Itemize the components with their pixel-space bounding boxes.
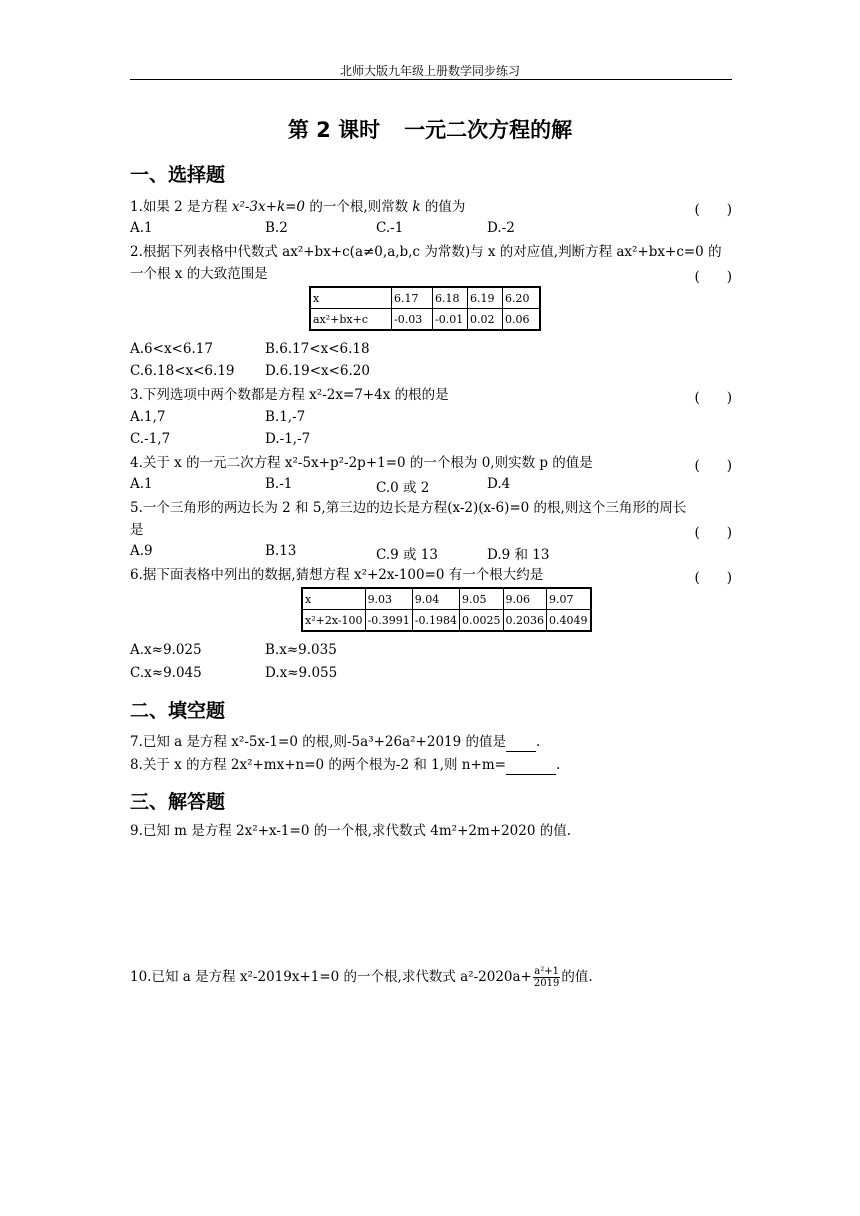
table-row: [310, 309, 540, 331]
section-multiple-choice: 一、选择题: [130, 164, 226, 186]
q3-option-a: A.1,7: [130, 409, 166, 425]
question-5-line2: 是: [130, 522, 144, 538]
q3-option-b: B.1,-7: [265, 409, 306, 425]
q2-option-c: C.6.18<x<6.19: [130, 363, 235, 379]
q4-option-a: A.1: [130, 476, 153, 492]
fraction: $\frac{\text{a²+1}}{2019}$: [533, 966, 560, 989]
table-cell: 0.2036: [503, 610, 547, 632]
table-cell: ax²+bx+c: [310, 309, 392, 331]
table-cell: 6.18: [433, 287, 468, 309]
question-4: 4.关于 x 的一元二次方程 x²-5x+p²-2p+1=0 的一个根为 0,则实数 p 的值是: [130, 455, 593, 471]
table-row: [302, 610, 591, 632]
q3-option-c: C.-1,7: [130, 431, 171, 447]
q6-option-c: C.x≈9.045: [130, 665, 202, 681]
q5-option-b: B.13: [265, 543, 297, 559]
table-cell: 6.17: [392, 287, 433, 309]
q1-option-b: B.2: [265, 220, 288, 236]
q3-option-d: D.-1,-7: [265, 431, 311, 447]
question-10: 10.已知 a 是方程 x²-2019x+1=0 的一个根,求代数式 a²-2020a+ $\frac{\text{a²+1}}{2019}$ 的值.: [130, 966, 593, 989]
question-2-line2: 一个根 x 的大致范围是: [130, 266, 268, 282]
table-cell: -0.1984: [412, 610, 459, 632]
q2-option-b: B.6.17<x<6.18: [265, 341, 370, 357]
q2-option-d: D.6.19<x<6.20: [265, 363, 370, 379]
question-5-line1: 5.一个三角形的两边长为 2 和 5,第三边的边长是方程(x-2)(x-6)=0 的根,则这个三角形的周长: [130, 500, 687, 516]
table-cell: 9.07: [547, 588, 591, 610]
table-cell: 0.0025: [460, 610, 504, 632]
table-row: [302, 588, 591, 610]
table-cell: -0.3991: [365, 610, 412, 632]
table-cell: 9.04: [412, 588, 459, 610]
q1-option-a: A.1: [130, 220, 153, 236]
question-2-line1: 2.根据下列表格中代数式 ax²+bx+c(a≠0,a,b,c 为常数)与 x 的对应值,判断方程 ax²+bx+c=0 的: [130, 244, 722, 260]
table-cell: 0.06: [503, 309, 541, 331]
q6-option-b: B.x≈9.035: [265, 642, 337, 658]
header-rule: [130, 79, 732, 80]
lesson-name: 一元二次方程的解: [404, 118, 573, 142]
answer-paren-6: ( ): [694, 570, 732, 586]
q5-option-c: C.9 或 13: [376, 547, 438, 563]
q1-option-d: D.-2: [487, 220, 515, 236]
question-6: 6.据下面表格中列出的数据,猜想方程 x²+2x-100=0 有一个根大约是: [130, 567, 544, 583]
table-row: [310, 287, 540, 309]
table-cell: 6.20: [503, 287, 541, 309]
q5-option-d: D.9 和 13: [487, 547, 550, 563]
table-cell: -0.01: [433, 309, 468, 331]
q6-value-table: [301, 587, 592, 632]
table-cell: 9.05: [460, 588, 504, 610]
table-cell: x: [302, 588, 365, 610]
page-header: 北师大版九年级上册数学同步练习: [339, 64, 520, 78]
answer-blank-7[interactable]: [506, 733, 536, 752]
q2-value-table: [309, 286, 541, 331]
table-cell: 0.02: [468, 309, 503, 331]
q4-option-d: D.4: [487, 476, 511, 492]
question-1: 1.如果 2 是方程 x²-3x+k=0 的一个根,则常数 k 的值为: [130, 199, 466, 215]
lesson-number: 第 2 课时: [287, 118, 381, 142]
question-3: 3.下列选项中两个数都是方程 x²-2x=7+4x 的根的是: [130, 387, 449, 403]
q4-option-b: B.-1: [265, 476, 293, 492]
question-9: 9.已知 m 是方程 2x²+x-1=0 的一个根,求代数式 4m²+2m+2020 的值.: [130, 823, 572, 839]
answer-paren-5: ( ): [694, 525, 732, 541]
table-cell: 9.03: [365, 588, 412, 610]
section-fill-in: 二、填空题: [130, 700, 226, 722]
table-cell: x²+2x-100: [302, 610, 365, 632]
table-cell: 6.19: [468, 287, 503, 309]
answer-paren-1: ( ): [694, 202, 732, 218]
answer-blank-8[interactable]: [506, 756, 556, 775]
lesson-title: [0, 114, 860, 144]
answer-paren-2: ( ): [694, 269, 732, 285]
q5-option-a: A.9: [130, 543, 153, 559]
table-cell: -0.03: [392, 309, 433, 331]
answer-paren-4: ( ): [694, 458, 732, 474]
table-cell: x: [310, 287, 392, 309]
q4-option-c: C.0 或 2: [376, 480, 430, 496]
section-solve: 三、解答题: [130, 791, 226, 813]
q6-option-d: D.x≈9.055: [265, 665, 338, 681]
question-8: 8.关于 x 的方程 2x²+mx+n=0 的两个根为-2 和 1,则 n+m= .: [130, 757, 561, 773]
q1-option-c: C.-1: [376, 220, 404, 236]
q6-option-a: A.x≈9.025: [130, 642, 202, 658]
answer-paren-3: ( ): [694, 390, 732, 406]
table-cell: 9.06: [503, 588, 547, 610]
question-7: 7.已知 a 是方程 x²-5x-1=0 的根,则-5a³+26a²+2019 的值是 .: [130, 734, 541, 750]
table-cell: 0.4049: [547, 610, 591, 632]
q2-option-a: A.6<x<6.17: [130, 341, 213, 357]
